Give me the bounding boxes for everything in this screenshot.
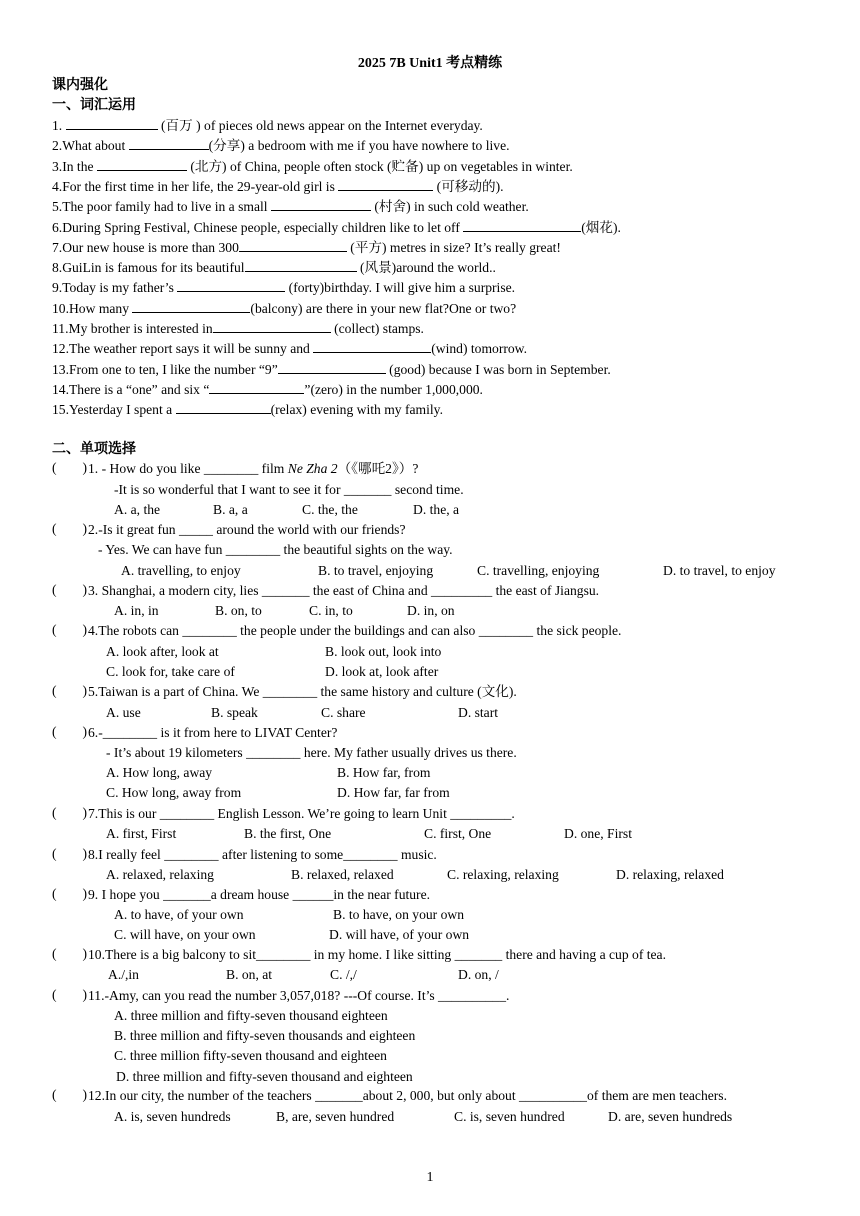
q8-option-b[interactable]: B. relaxed, relaxed (291, 867, 394, 882)
question-10: 10.There is a big balcony to sit________ in my home. I like sitting _______ there and having a cup of tea. (88, 947, 666, 962)
q12-option-b[interactable]: B, are, seven hundred (276, 1109, 395, 1124)
vocab-item-suffix: (分享) a bedroom with me if you have nowhere to live. (208, 138, 510, 154)
vocab-item-prefix: 1. (52, 118, 66, 133)
answer-blank[interactable] (278, 360, 386, 374)
q6-option-b[interactable]: B. How far, from (337, 765, 431, 780)
q11-option-c[interactable]: C. three million fifty-seven thousand and eighteen (114, 1048, 387, 1063)
answer-bracket[interactable]: ( ) (52, 683, 88, 698)
answer-bracket[interactable]: ( ) (52, 724, 88, 739)
q11-option-d[interactable]: D. three million and fifty-seven thousand and eighteen (116, 1069, 413, 1084)
vocab-item-prefix: 13.From one to ten, I like the number “9” (52, 361, 278, 377)
q3-option-c[interactable]: C. in, to (309, 603, 353, 618)
q5-option-b[interactable]: B. speak (211, 705, 258, 720)
q6-option-a[interactable]: A. How long, away (106, 765, 213, 780)
q10-option-d[interactable]: D. on, / (458, 967, 499, 982)
q1-option-c[interactable]: C. the, the (302, 502, 358, 517)
q7-option-c[interactable]: C. first, One (424, 826, 492, 841)
question-8: 8.I really feel ________ after listening to some________ music. (88, 847, 437, 862)
q1-option-a[interactable]: A. a, the (114, 502, 161, 517)
answer-blank[interactable] (129, 136, 209, 150)
q3-option-a[interactable]: A. in, in (114, 603, 159, 618)
q4-option-b[interactable]: B. look out, look into (325, 644, 442, 659)
vocab-item-prefix: 9.Today is my father’s (52, 280, 178, 296)
vocab-item-prefix: 6.During Spring Festival, Chinese people, especially children like to let off (52, 219, 464, 235)
question-5: 5.Taiwan is a part of China. We ________ the same history and culture (文化). (88, 684, 517, 699)
vocab-item (52, 360, 611, 379)
page-number: 1 (426, 1170, 434, 1185)
vocab-item-suffix: (collect) stamps. (330, 321, 424, 336)
answer-bracket[interactable]: ( ) (52, 622, 88, 637)
q9-option-a[interactable]: A. to have, of your own (114, 907, 244, 922)
question-1-line2: -It is so wonderful that I want to see it for _______ second time. (114, 482, 464, 497)
answer-bracket[interactable]: ( ) (52, 582, 88, 597)
q12-option-a[interactable]: A. is, seven hundreds (114, 1109, 231, 1124)
vocab-item (52, 319, 424, 338)
q8-option-c[interactable]: C. relaxing, relaxing (447, 867, 559, 882)
question-4: 4.The robots can ________ the people under the buildings and can also ________ the sick people. (88, 623, 622, 638)
vocab-item (52, 380, 483, 399)
page-title: 2025 7B Unit1 考点精练 (357, 56, 503, 71)
q10-option-c[interactable]: C. /,/ (330, 967, 357, 982)
section1-heading: 一、词汇运用 (52, 98, 136, 113)
question-7: 7.This is our ________ English Lesson. We’re going to learn Unit _________. (88, 806, 515, 821)
q10-option-a[interactable]: A./,in (108, 967, 139, 982)
answer-bracket[interactable]: ( ) (52, 521, 88, 536)
vocab-item (52, 177, 504, 196)
q3-option-d[interactable]: D. in, on (407, 603, 455, 618)
q4-option-d[interactable]: D. look at, look after (325, 664, 439, 679)
vocab-item-prefix: 14.There is a “one” and six “ (52, 381, 210, 397)
vocab-item-prefix: 8.GuiLin is famous for its beautiful (52, 260, 245, 276)
vocab-item-suffix: (烟花). (581, 219, 621, 235)
q1-option-b[interactable]: B. a, a (213, 502, 248, 517)
answer-bracket[interactable]: ( ) (52, 460, 88, 475)
answer-blank[interactable] (209, 380, 304, 394)
vocab-item (52, 258, 496, 277)
question-11: 11.-Amy, can you read the number 3,057,018? ---Of course. It’s __________. (88, 988, 510, 1003)
q3-option-b[interactable]: B. on, to (215, 603, 262, 618)
vocab-item-suffix: (百万 ) of pieces old news appear on the Internet everyday. (157, 118, 483, 133)
section2-heading: 二、单项选择 (52, 442, 136, 457)
vocab-item-prefix: 12.The weather report says it will be sunny and (52, 341, 314, 357)
q9-option-c[interactable]: C. will have, on your own (114, 927, 256, 942)
vocab-item (52, 238, 561, 257)
vocab-item (52, 278, 515, 297)
vocab-item-suffix: (平方) metres in size? It’s really great! (346, 239, 561, 255)
q5-option-d[interactable]: D. start (458, 705, 499, 720)
q2-option-c[interactable]: C. travelling, enjoying (477, 563, 600, 578)
q9-option-b[interactable]: B. to have, on your own (333, 907, 465, 922)
q7-option-a[interactable]: A. first, First (106, 826, 177, 841)
q12-option-c[interactable]: C. is, seven hundred (454, 1109, 565, 1124)
question-12: 12.In our city, the number of the teachers _______about 2, 000, but only about __________of them are men teachers. (88, 1088, 727, 1103)
answer-blank[interactable] (245, 258, 357, 272)
question-6-line2: - It’s about 19 kilometers ________ here. My father usually drives us there. (106, 745, 517, 760)
q8-option-d[interactable]: D. relaxing, relaxed (616, 867, 724, 882)
q2-option-d[interactable]: D. to travel, to enjoy (663, 563, 776, 578)
vocab-item-suffix: (wind) tomorrow. (431, 341, 528, 357)
q4-option-a[interactable]: A. look after, look at (106, 644, 219, 659)
q6-option-c[interactable]: C. How long, away from (106, 785, 242, 800)
vocab-item-prefix: 15.Yesterday I spent a (52, 402, 176, 418)
question-6: 6.-________ is it from here to LIVAT Center? (88, 725, 338, 740)
vocab-item-suffix: (balcony) are there in your new flat?One or two? (250, 300, 517, 316)
question-2-line2: - Yes. We can have fun ________ the beautiful sights on the way. (98, 542, 453, 557)
vocab-item-prefix: 4.For the first time in her life, the 29-year-old girl is (52, 178, 339, 194)
vocab-item-prefix: 2.What about (52, 138, 129, 154)
vocab-item (52, 299, 516, 318)
vocab-item-prefix: 3.In the (52, 158, 97, 174)
vocab-item-suffix: (forty)birthday. I will give him a surprise. (285, 280, 516, 296)
vocab-item-prefix: 10.How many (52, 300, 133, 316)
vocab-item-suffix: (可移动的). (433, 178, 504, 194)
q5-option-a[interactable]: A. use (106, 705, 141, 720)
answer-bracket[interactable]: ( ) (52, 886, 88, 901)
vocab-item-suffix: (relax) evening with my family. (270, 402, 443, 418)
vocab-item-suffix: (北方) of China, people often stock (贮备) up on vegetables in winter. (186, 158, 573, 174)
answer-bracket[interactable]: ( ) (52, 1087, 88, 1102)
q11-option-b[interactable]: B. three million and fifty-seven thousands and eighteen (114, 1028, 416, 1043)
answer-bracket[interactable]: ( ) (52, 946, 88, 961)
answer-bracket[interactable]: ( ) (52, 846, 88, 861)
q2-option-a[interactable]: A. travelling, to enjoy (121, 563, 241, 578)
answer-bracket[interactable]: ( ) (52, 987, 88, 1002)
vocab-item-suffix: (村舍) in such cold weather. (370, 199, 529, 215)
vocab-item-prefix: 5.The poor family had to live in a small (52, 199, 271, 215)
answer-blank[interactable] (338, 177, 433, 191)
vocab-item (52, 400, 443, 419)
answer-blank[interactable] (313, 339, 431, 353)
vocab-item (52, 136, 510, 155)
answer-blank[interactable] (239, 238, 347, 252)
answer-blank[interactable] (66, 116, 158, 130)
answer-blank[interactable] (97, 157, 187, 171)
q2-option-b[interactable]: B. to travel, enjoying (318, 563, 434, 578)
vocab-item (52, 218, 621, 237)
q4-option-c[interactable]: C. look for, take care of (106, 664, 235, 679)
answer-bracket[interactable]: ( ) (52, 805, 88, 820)
q7-option-d[interactable]: D. one, First (564, 826, 632, 841)
vocab-item-suffix: ”(zero) in the number 1,000,000. (304, 381, 483, 397)
question-9: 9. I hope you _______a dream house ______in the near future. (88, 887, 431, 902)
vocab-item (52, 157, 573, 176)
q1-option-d[interactable]: D. the, a (413, 502, 460, 517)
question-2: 2.-Is it great fun _____ around the world with our friends? (88, 522, 406, 537)
answer-blank[interactable] (213, 319, 331, 333)
answer-blank[interactable] (132, 299, 250, 313)
vocab-item (52, 339, 527, 358)
vocab-item-suffix: (good) because I was born in September. (385, 361, 611, 377)
question-1: 1. - How do you like ________ film Ne Zha 2（《哪吒2》）? (88, 461, 419, 476)
q8-option-a[interactable]: A. relaxed, relaxing (106, 867, 214, 882)
answer-blank[interactable] (271, 197, 371, 211)
question-3: 3. Shanghai, a modern city, lies _______ the east of China and _________ the east of Jiangsu. (88, 583, 600, 598)
q10-option-b[interactable]: B. on, at (226, 967, 273, 982)
q11-option-a[interactable]: A. three million and fifty-seven thousand eighteen (114, 1008, 388, 1023)
vocab-item (52, 197, 529, 216)
vocab-item-suffix: (风景)around the world.. (356, 260, 496, 276)
answer-blank[interactable] (176, 400, 271, 414)
q7-option-b[interactable]: B. the first, One (244, 826, 332, 841)
q9-option-d[interactable]: D. will have, of your own (329, 927, 470, 942)
vocab-item (52, 116, 483, 135)
q5-option-c[interactable]: C. share (321, 705, 366, 720)
q12-option-d[interactable]: D. are, seven hundreds (608, 1109, 733, 1124)
section-intro: 课内强化 (52, 78, 108, 93)
vocab-item-prefix: 7.Our new house is more than 300 (52, 239, 239, 255)
q6-option-d[interactable]: D. How far, far from (337, 785, 450, 800)
vocab-item-prefix: 11.My brother is interested in (52, 321, 213, 336)
answer-blank[interactable] (177, 278, 285, 292)
answer-blank[interactable] (463, 218, 581, 232)
